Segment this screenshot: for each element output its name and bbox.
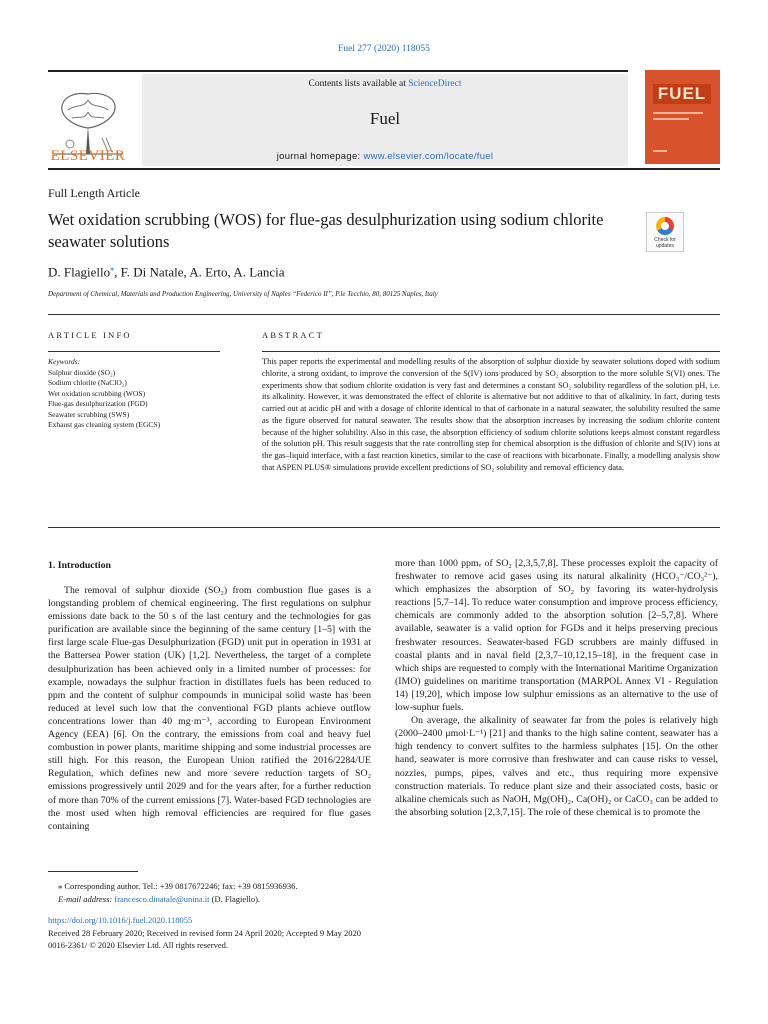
body-column-left <box>48 584 371 833</box>
contents-line <box>142 79 628 89</box>
journal-homepage-line <box>142 151 628 162</box>
article-type: Full Length Article <box>48 186 140 200</box>
abstract-heading: ABSTRACT <box>262 330 324 340</box>
received-dates: Received 28 February 2020; Received in revised form 24 April 2020; Accepted 9 May 2020 <box>48 927 362 938</box>
keywords-block <box>48 357 238 431</box>
email-note <box>48 893 298 906</box>
sciencedirect-link[interactable]: ScienceDirect <box>408 79 462 89</box>
article-title: Wet oxidation scrubbing (WOS) for flue-gas desulphurization using sodium chlorite seawater solutions <box>48 210 604 251</box>
body-paragraph: On average, the alkalinity of seawater far from the poles is relatively high (2000–2400 μmol·L⁻¹) [21] and thanks to the high saline content, seawater has a high tendency to convert sulfites to the harmless sulphates [15]. On the other hand, seawater is more corrosive than freshwater and can cause risks to vessel, nozzles, pumps, pipes, valves and etc., thus requiring more expensive construction materials. To reduce plant size and their associated costs, basic or alkaline chemicals such as NaOH, Mg(OH)₂, Ca(OH)₂ or CaCO₃ can be added to the absorbing solution [2,3,7,15]. The role of these chemical is to promote the <box>395 715 718 818</box>
header-top-rule <box>48 70 628 72</box>
email-label: E-mail address: <box>58 893 115 904</box>
journal-homepage-link[interactable]: www.elsevier.com/locate/fuel <box>363 151 494 162</box>
article-meta <box>48 914 361 952</box>
body-paragraph: more than 1000 ppmᵥ of SO₂ [2,3,5,7,8]. These processes exploit the capacity of freshwater to remove acid gases using its natural alkalinity (HCO₃⁻/CO₃²⁻), which emphasizes the absorption of SO₂ by favoring its water-hydrolysis reactions [5,7–14]. To reduce water consumption and improve process efficiency, chemicals are commonly added to the absorption solution [2–5,7,8]. Where available, seawater is a valid option for FGDs and it helps preserving precious freshwater resources. Seawater-based FGD scrubbers are mainly diffused in coastal plants and in naval field [2,3,7–10,12,15–18], in the frequent case in which ships are requested to comply with the International Maritime Organization (IMO) guidelines on maritime transportation (MARPOL Annex VI - Regulation 14) [19,20], which impose low sulphur emissions as an alternative to the use of low-suphur fuels. <box>395 558 718 714</box>
footnote-rule <box>48 871 138 872</box>
section-divider <box>48 314 720 315</box>
cover-decor-line <box>653 112 703 114</box>
contents-prefix: Contents lists available at <box>308 79 409 89</box>
keyword-item: Sulphur dioxide (SO₂) <box>48 367 116 377</box>
keyword-item: Wet oxidation scrubbing (WOS) <box>48 388 146 398</box>
cover-title: FUEL <box>653 84 711 104</box>
body-paragraph: The removal of sulphur dioxide (SO₂) from combustion flue gases is a longstanding problem of chemical engineering. The first regulations on sulphur emissions date back to the 50 s of the last century and the technologies for gas purification are available since the beginning of the same century [1–5] with the first large scale Flue-gas Desulphurization (FGD) unit put in operation in 1931 at the Battersea Power station (UK) [1,2]. Nevertheless, the target of a complete desulphurization has been achieved only in a limited number of processes: for example, nowadays the sulphur fraction in distillates fuels has been reduced to ppm and the content of sulphur compounds in municipal solid waste has been reduced at level such low that the conventional FGD plants achieve outflow concentrations lower than 40 mg·m⁻³, according to European Environment Agency (EEA) [6]. On the contrary, the emissions from coal and heavy fuel combustion in power plants, maritime shipping and some industrial processes are still high. For this reason, the European Union ratified the 2016/2284/UE Regulation, which defines new and more severe reduction targets of SO₂ emissions progressively until 2029 and for the years after, for a further reduction of more than 70% of the current emissions [7]. Water-based FGD technologies are the most used when high removal efficiencies are required for flue gases containing <box>48 585 371 832</box>
keyword-item: Sodium chlorite (NaClO₂) <box>48 378 127 387</box>
section-heading-introduction: 1. Introduction <box>48 560 111 571</box>
body-column-right <box>395 557 718 819</box>
keyword-item: Seawater scrubbing (SWS) <box>48 409 130 419</box>
author-list <box>48 264 285 280</box>
homepage-prefix: journal homepage: <box>276 151 364 162</box>
footnotes <box>48 880 298 905</box>
elsevier-wordmark: ELSEVIER <box>50 148 126 164</box>
journal-cover-image[interactable] <box>645 70 720 164</box>
check-for-updates-icon <box>656 217 674 235</box>
keyword-item: Flue-gas desulphurization (FGD) <box>48 399 148 408</box>
check-for-updates-label: Check for updates <box>654 237 676 249</box>
cover-decor-line <box>653 150 667 152</box>
cover-decor-line <box>653 118 689 120</box>
corresponding-author-note: ⁎ Corresponding author. Tel.: +39 0817672246; fax: +39 0815936936. <box>58 881 298 891</box>
article-info-heading: ARTICLE INFO <box>48 330 132 340</box>
corresponding-author-marker[interactable]: ⁎ <box>110 264 115 273</box>
header-bottom-rule <box>48 168 720 170</box>
check-for-updates-badge[interactable] <box>646 212 684 252</box>
copyright-line: 0016-2361/ © 2020 Elsevier Ltd. All rights reserved. <box>48 940 228 950</box>
abstract-text: This paper reports the experimental and modelling results of the absorption of sulphur dioxide by seawater solutions doped with sodium chlorite, a strong oxidant, to improve the conversion of the S(IV) ions produced by SO₂ absorption to the more soluble S(VI) ones. The experiments show that sodium chlorite oxidation is very fast and determines a constant SO₂ solubility regardless of the solution pH, i.e. its alkalinity. However, it was demonstrated the effect of chlorite is alternative but not additive to that of alkalinity. In fact, during tests carried out at acidic pH and with a dosage of chlorite identical to that of carbonate in a natural seawater, the solubility resulted the same as the figure observed for natural seawater. The results show that the absorption increases by increasing the sodium chlorite content because of the higher solubility. Also in this case, the absorption efficiency of sodium chlorite solutions keeps almost constant regardless of the solution pH. This result suggests that the rate controlling step for chemical absorption is the diffusion of chlorite and S(IV) ions at the gas–liquid interface, with a fast reaction kinetics, similar to the case of reactions with bicarbonate. Finally, a modelling analysis show that ASPEN PLUS® simulations provide excellent predictions of SO₂ solubility and removal efficiency data. <box>262 357 720 472</box>
section-divider <box>48 527 720 528</box>
email-suffix: (D. Flagiello). <box>209 893 261 904</box>
doi-link[interactable]: https://doi.org/10.1016/j.fuel.2020.118055 <box>48 915 193 925</box>
author-email-link[interactable]: francesco.dinatale@unina.it <box>114 893 210 904</box>
journal-citation[interactable]: Fuel 277 (2020) 118055 <box>338 44 430 54</box>
keyword-item: Exhaust gas cleaning system (EGCS) <box>48 420 161 429</box>
first-author[interactable]: D. Flagiello <box>48 264 111 280</box>
affiliation: Department of Chemical, Materials and Production Engineering, University of Naples “Federico II”, P.le Tecchio, 80, 80125 Naples, Italy <box>48 290 438 298</box>
keywords-label: Keywords: <box>48 357 81 366</box>
journal-name: Fuel <box>369 109 401 128</box>
co-authors: , F. Di Natale, A. Erto, A. Lancia <box>114 264 285 280</box>
abstract-rule <box>262 351 720 352</box>
article-info-rule <box>48 351 220 352</box>
